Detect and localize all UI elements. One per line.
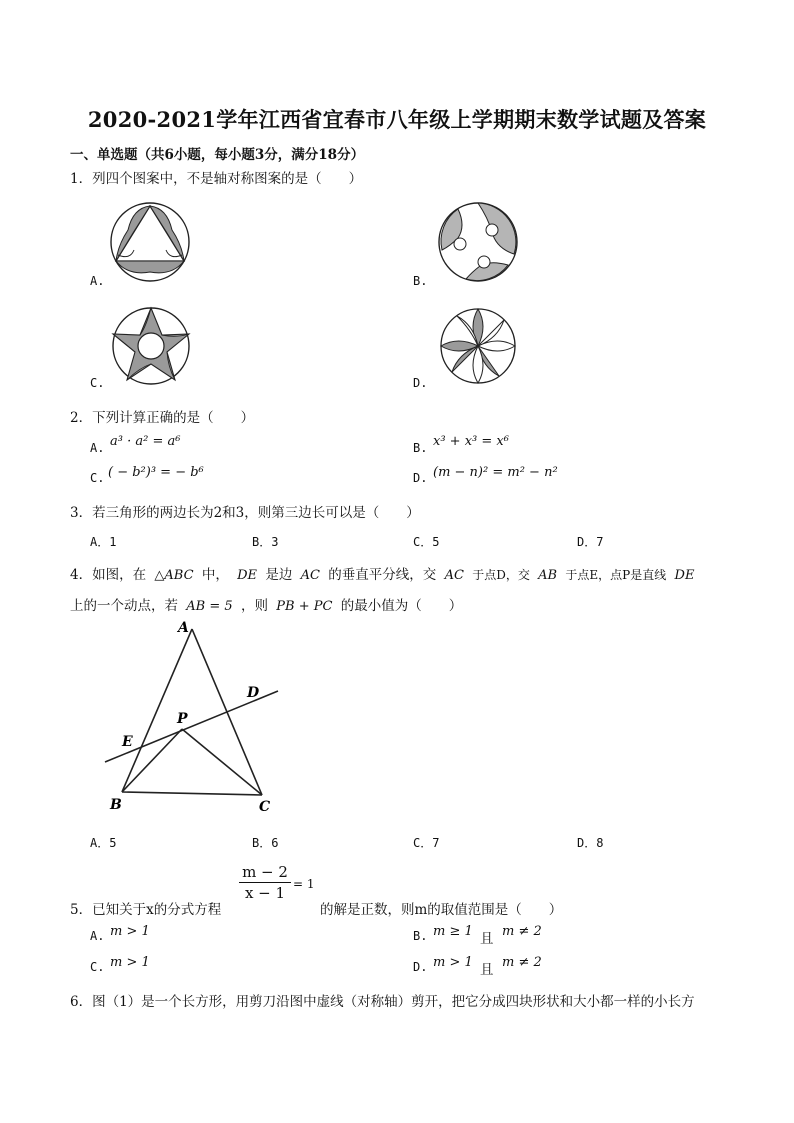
question-6-stem: 6．图（1）是一个长方形，用剪刀沿图中虚线（对称轴）剪开，把它分成四块形状和大小都一样的小长方 xyxy=(70,994,695,1010)
q1-figure-b xyxy=(436,200,520,284)
q4-text: 于点E，点P是直线 xyxy=(565,568,667,582)
label-d: D xyxy=(247,685,260,701)
segment-bc xyxy=(122,792,262,795)
q4-math: PB + PC xyxy=(276,599,333,614)
q1-label-a: A. xyxy=(90,274,105,288)
label-c: C xyxy=(259,799,271,815)
q4-text: 4．如图，在 xyxy=(70,567,147,583)
q1-label-b: B. xyxy=(413,274,428,288)
q2-label-d: D. xyxy=(413,471,428,485)
q2-option-d: (m − n)² = m² − n² xyxy=(433,465,558,480)
q2-label-c: C. xyxy=(90,471,105,485)
q3-option-b: B．3 xyxy=(252,535,279,549)
q2-label-a: A. xyxy=(90,441,105,455)
question-5-stem-prefix: 5．已知关于x的分式方程 xyxy=(70,902,222,918)
label-e: E xyxy=(122,734,133,750)
q4-math: △ABC xyxy=(154,568,194,583)
q4-option-c: C．7 xyxy=(413,836,440,850)
q4-text: ，则 xyxy=(240,598,268,614)
line-de xyxy=(105,691,278,762)
q5-label-b: B. xyxy=(413,929,428,943)
q5-option-d-1: m > 1 xyxy=(433,955,473,970)
label-a: A xyxy=(178,620,189,636)
document-title: 2020-2021学年江西省宜春市八年级上学期期末数学试题及答案 xyxy=(87,107,707,132)
q5-option-b-1: m ≥ 1 xyxy=(433,924,473,939)
q4-option-a: A．5 xyxy=(90,836,117,850)
q5-label-d: D. xyxy=(413,960,428,974)
label-b: B xyxy=(110,797,122,813)
q5-option-a: m > 1 xyxy=(110,924,150,939)
q2-option-b: x³ + x³ = x⁶ xyxy=(433,434,509,449)
section-heading: 一、单选题（共6小题，每小题3分，满分18分） xyxy=(70,147,365,163)
q4-text: 于点D，交 xyxy=(472,568,530,582)
q5-option-c: m > 1 xyxy=(110,955,150,970)
fraction-rhs: = 1 xyxy=(293,877,315,891)
q3-option-d: D．7 xyxy=(577,535,604,549)
q4-math: AB = 5 xyxy=(186,599,233,614)
question-4-stem-2 xyxy=(70,594,462,614)
q1-label-d: D. xyxy=(413,376,428,390)
q4-triangle-figure xyxy=(95,615,295,820)
label-p: P xyxy=(177,711,188,727)
q4-math: AB xyxy=(538,568,558,583)
q4-math: DE xyxy=(674,568,695,583)
q5-option-d-2: m ≠ 2 xyxy=(502,955,542,970)
q1-figure-d xyxy=(438,306,518,386)
q1-figure-a xyxy=(108,200,192,284)
q5-label-c: C. xyxy=(90,960,105,974)
fraction-denominator: x − 1 xyxy=(244,884,286,902)
q3-option-c: C．5 xyxy=(413,535,440,549)
q1-figure-c xyxy=(110,305,192,387)
question-1-stem: 1．列四个图案中，不是轴对称图案的是（ ） xyxy=(70,171,363,187)
q2-option-a: a³ · a² = a⁶ xyxy=(110,434,181,449)
q4-text: 是边 xyxy=(265,567,293,583)
segment-pc xyxy=(182,729,262,795)
q4-math: DE xyxy=(237,568,258,583)
q2-option-c: ( − b²)³ = − b⁶ xyxy=(108,465,204,480)
question-5-stem-suffix: 的解是正数，则m的取值范围是（ ） xyxy=(320,902,563,918)
q5-option-b-join: 且 xyxy=(480,931,494,947)
q4-text: 中， xyxy=(201,567,229,583)
q4-math: AC xyxy=(300,568,320,583)
fraction-numerator: m − 2 xyxy=(239,863,291,883)
q5-label-a: A. xyxy=(90,929,105,943)
q5-option-d-join: 且 xyxy=(480,962,494,978)
q3-option-a: A．1 xyxy=(90,535,117,549)
q5-option-b-2: m ≠ 2 xyxy=(502,924,542,939)
q4-option-d: D．8 xyxy=(577,836,604,850)
q4-option-b: B．6 xyxy=(252,836,279,850)
q4-text: 的最小值为（ ） xyxy=(340,598,463,614)
q1-label-c: C. xyxy=(90,376,105,390)
q4-text: 的垂直平分线，交 xyxy=(328,567,437,583)
question-4-stem-1 xyxy=(70,563,694,583)
q5-fraction xyxy=(239,863,291,902)
q4-math: AC xyxy=(444,568,464,583)
q2-label-b: B. xyxy=(413,441,428,455)
q4-text: 上的一个动点，若 xyxy=(70,598,178,614)
question-3-stem: 3．若三角形的两边长为2和3，则第三边长可以是（ ） xyxy=(70,505,420,521)
question-2-stem: 2．下列计算正确的是（ ） xyxy=(70,410,255,426)
